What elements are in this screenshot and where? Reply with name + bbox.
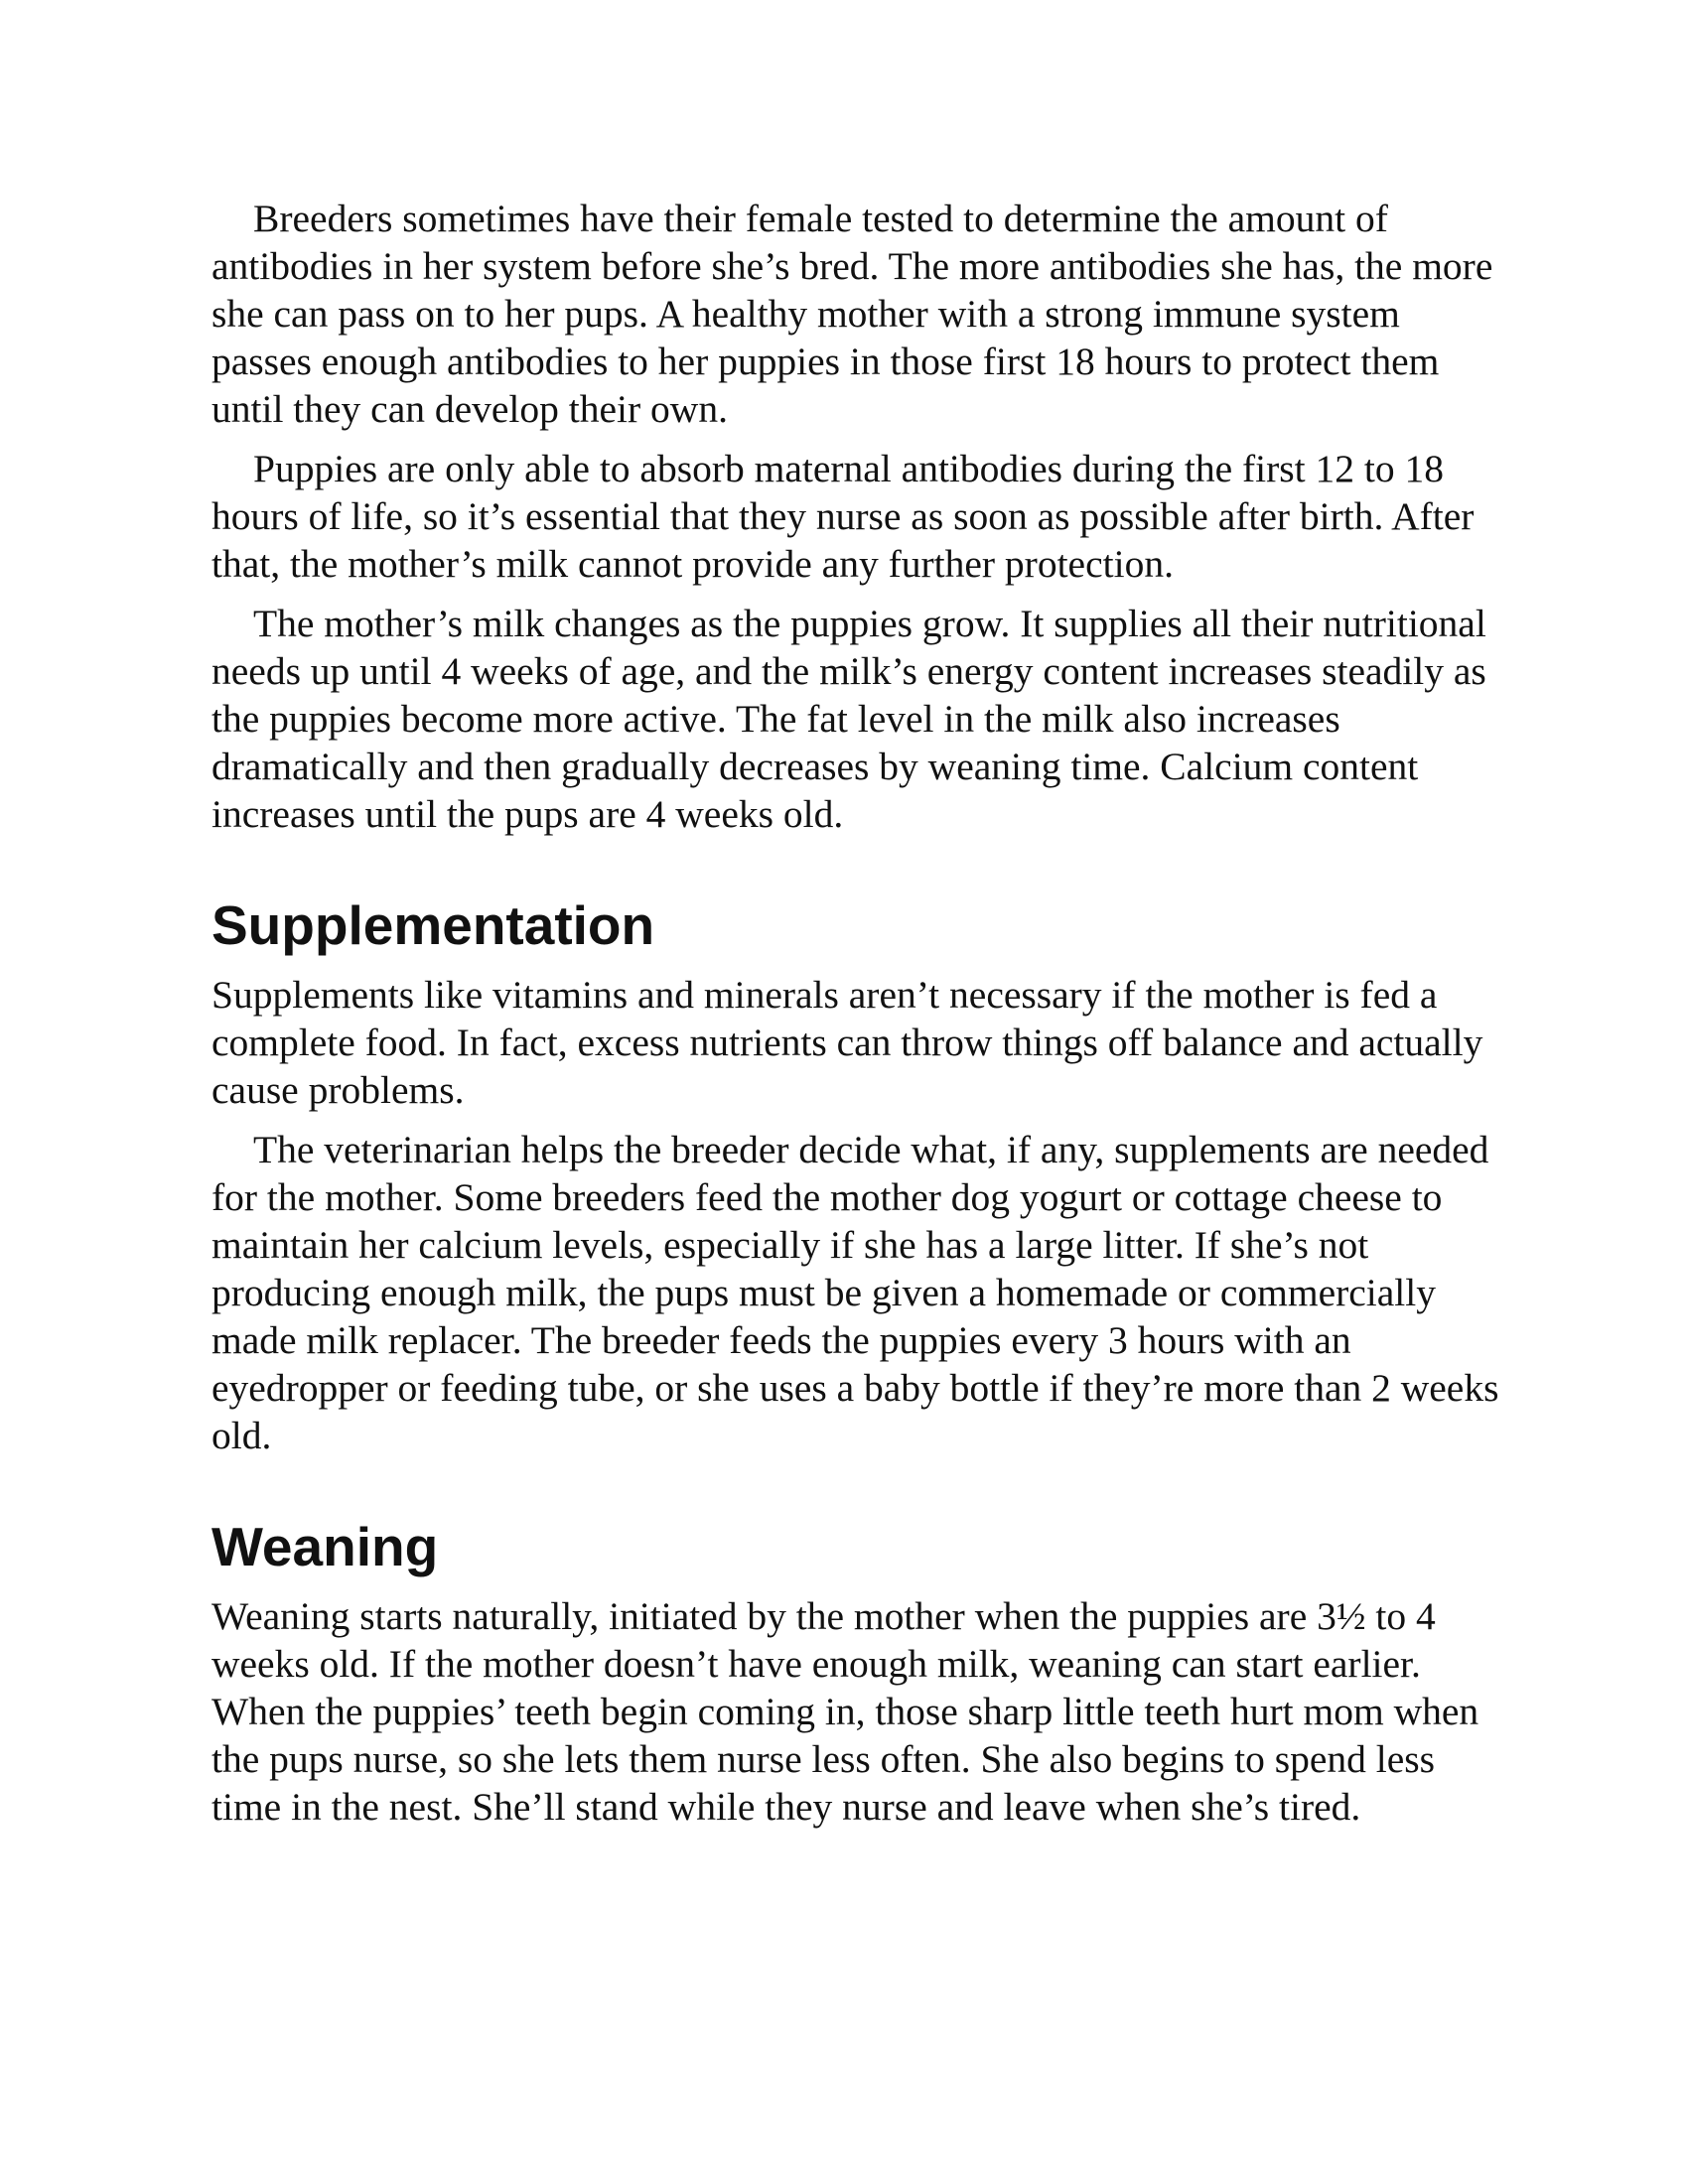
heading-supplementation: Supplementation [211, 894, 655, 956]
paragraph-antibody-testing: Breeders sometimes have their female tested to determine the amount of antibodies in her system before she’s bred. The more antibodies she has, the more she can pass on to her pups. A healthy mother with a strong immune system passes enough antibodies to her puppies in those first 18 hours to protect them until they can develop their own. [211, 197, 1493, 431]
document-page [211, 195, 1502, 1843]
heading-weaning: Weaning [211, 1516, 439, 1577]
weaning-section [211, 1515, 1502, 1831]
paragraph-milk-changes: The mother’s milk changes as the puppies grow. It supplies all their nutritional needs up until 4 weeks of age, and the milk’s energy content increases steadily as the puppies become more active. The fat level in the milk also increases dramatically and then gradually decreases by weaning time. Calcium content increases until the pups are 4 weeks old. [211, 602, 1486, 836]
paragraph-veterinarian-advice: The veterinarian helps the breeder decide what, if any, supplements are needed for the mother. Some breeders feed the mother dog yogurt or cottage cheese to maintain her calcium levels, especially if she has a large litter. If she’s not producing enough milk, the pups must be given a homemade or commercially made milk replacer. The breeder feeds the puppies every 3 hours with an eyedropper or feeding tube, or she uses a baby bottle if they’re more than 2 weeks old. [211, 1128, 1499, 1457]
paragraph-weaning-start: Weaning starts naturally, initiated by the mother when the puppies are 3½ to 4 weeks old. If the mother doesn’t have enough milk, weaning can start earlier. When the puppies’ teeth begin coming in, those sharp little teeth hurt mom when the pups nurse, so she lets them nurse less often. She also begins to spend less time in the nest. She’ll stand while they nurse and leave when she’s tired. [211, 1594, 1479, 1829]
supplementation-section [211, 893, 1502, 1459]
paragraph-supplements-unnecessary: Supplements like vitamins and minerals aren’t necessary if the mother is fed a complete food. In fact, excess nutrients can throw things off balance and actually cause problems. [211, 973, 1483, 1112]
intro-section [211, 195, 1502, 838]
paragraph-maternal-antibodies: Puppies are only able to absorb maternal antibodies during the first 12 to 18 hours of life, so it’s essential that they nurse as soon as possible after birth. After that, the mother’s milk cannot provide any further protection. [211, 447, 1475, 586]
